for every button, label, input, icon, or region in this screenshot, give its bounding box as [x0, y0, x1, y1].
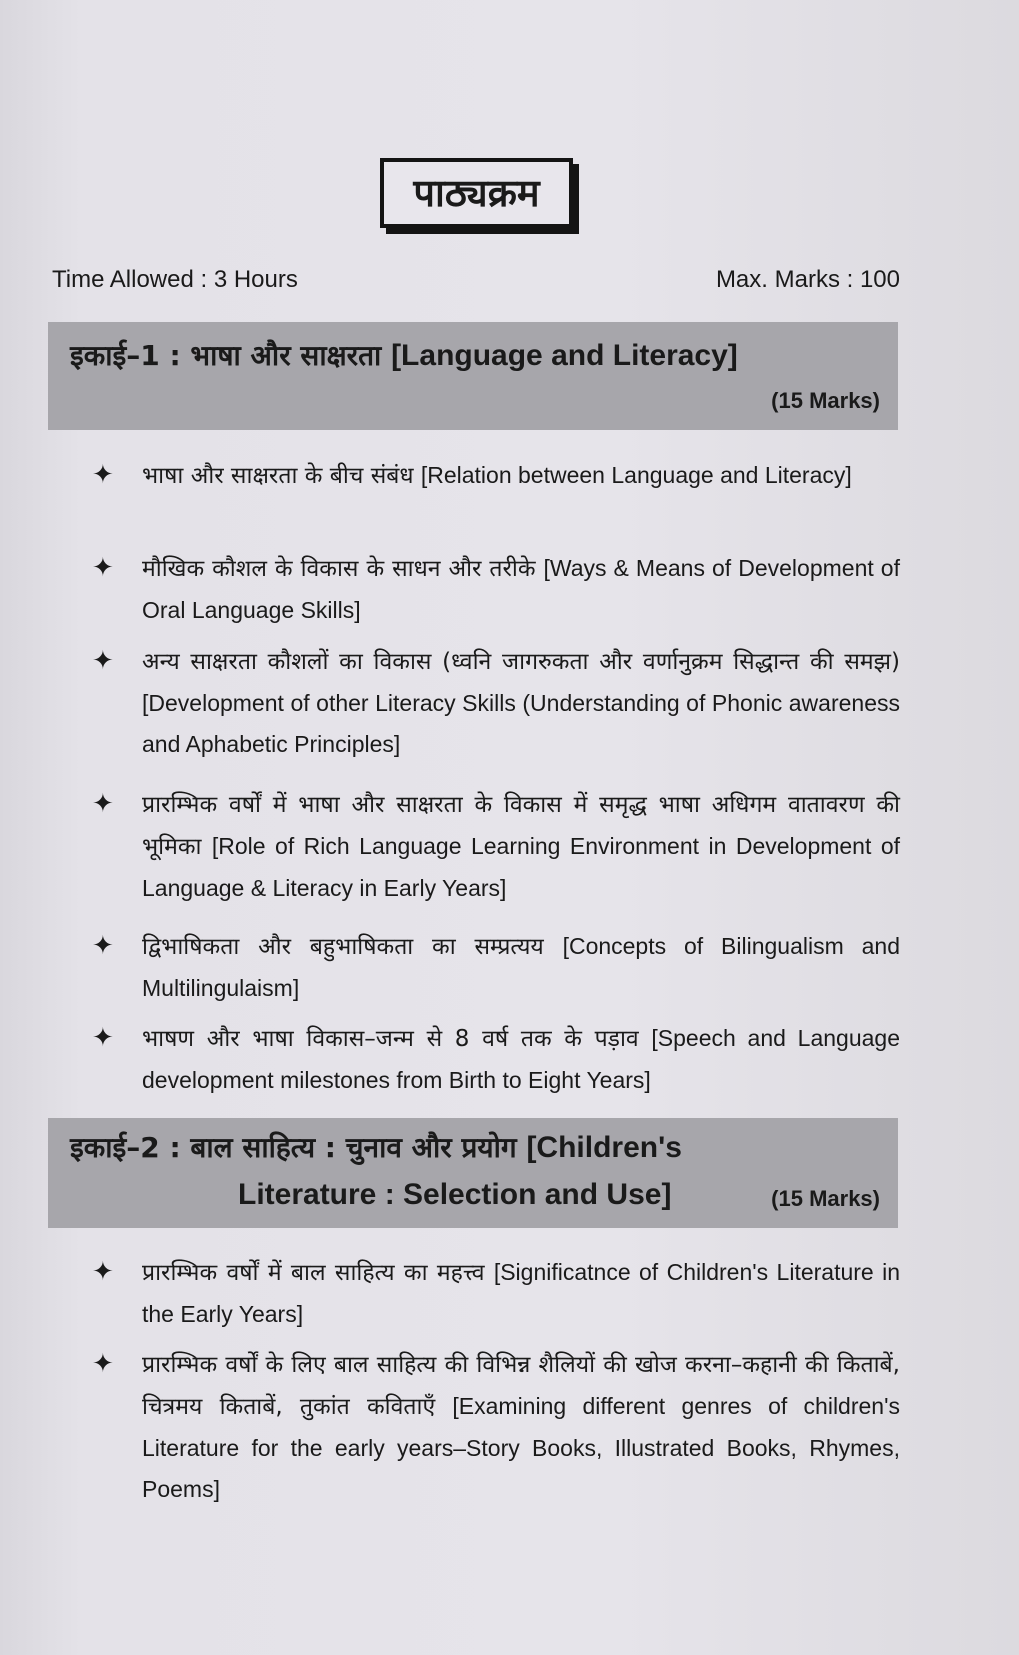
four-pointed-star-icon: ✦ [92, 1349, 114, 1379]
unit-1-title-english: [Language and Literacy] [391, 339, 738, 372]
four-pointed-star-icon: ✦ [92, 1257, 114, 1287]
four-pointed-star-icon: ✦ [92, 931, 114, 961]
unit-1-header [48, 322, 898, 430]
unit-1-title-hindi: इकाई–1 : भाषा और साक्षरता [70, 339, 392, 372]
unit-2-title-hindi: इकाई–2 : बाल साहित्य : चुनाव और प्रयोग [70, 1131, 527, 1164]
list-item: ✦ प्रारम्भिक वर्षों में भाषा और साक्षरता के विकास में समृद्ध भाषा अधिगम वातावरण की भूमिका [Role of Rich Language Learning Environment in Development of Language & Literacy in Early Years] [92, 784, 900, 909]
unit-1-title [70, 336, 738, 374]
four-pointed-star-icon: ✦ [92, 646, 114, 676]
unit-2-marks: (15 Marks) [771, 1186, 880, 1211]
unit-1-marks: (15 Marks) [771, 388, 880, 413]
four-pointed-star-icon: ✦ [92, 553, 114, 583]
unit-2-title-line-2 [238, 1178, 671, 1212]
exam-meta [52, 266, 900, 294]
list-item: ✦ प्रारम्भिक वर्षों में बाल साहित्य का महत्त्व [Significatnce of Children's Literature in the Early Years] [92, 1252, 900, 1335]
time-allowed: Time Allowed : 3 Hours [52, 266, 298, 293]
unit-2-header [48, 1118, 898, 1228]
unit-2-title [70, 1128, 682, 1166]
four-pointed-star-icon: ✦ [92, 1023, 114, 1053]
four-pointed-star-icon: ✦ [92, 789, 114, 819]
list-item: ✦ मौखिक कौशल के विकास के साधन और तरीके [Ways & Means of Development of Oral Language Skills] [92, 548, 900, 631]
four-pointed-star-icon: ✦ [92, 460, 114, 490]
list-item: ✦ अन्य साक्षरता कौशलों का विकास (ध्वनि जागरुकता और वर्णानुक्रम सिद्धान्त की समझ) [Development of other Literacy Skills (Understanding of Phonic awareness and Aphabetic Principles] [92, 641, 900, 765]
max-marks: Max. Marks : 100 [715, 266, 900, 293]
page-title: पाठ्यक्रम [380, 158, 573, 228]
list-item: ✦ भाषण और भाषा विकास–जन्म से 8 वर्ष तक के पड़ाव [Speech and Language development milestones from Birth to Eight Years] [92, 1018, 900, 1101]
list-item: ✦ भाषा और साक्षरता के बीच संबंध [Relation between Language and Literacy] [92, 455, 900, 497]
list-item: ✦ द्विभाषिकता और बहुभाषिकता का सम्प्रत्यय [Concepts of Bilingualism and Multilingulaism] [92, 926, 900, 1009]
unit-2-title-english-2: Literature : Selection and Use] [238, 1178, 672, 1211]
list-item: ✦ प्रारम्भिक वर्षों के लिए बाल साहित्य की विभिन्न शैलियों की खोज करना–कहानी की किताबें, चित्रमय किताबें, तुकांत कविताएँ [Examining different genres of children's Literature for the early years–Story Books, Illustrated Books, Rhymes, Poems] [92, 1344, 900, 1510]
unit-2-title-english-1: [Children's [526, 1131, 682, 1164]
